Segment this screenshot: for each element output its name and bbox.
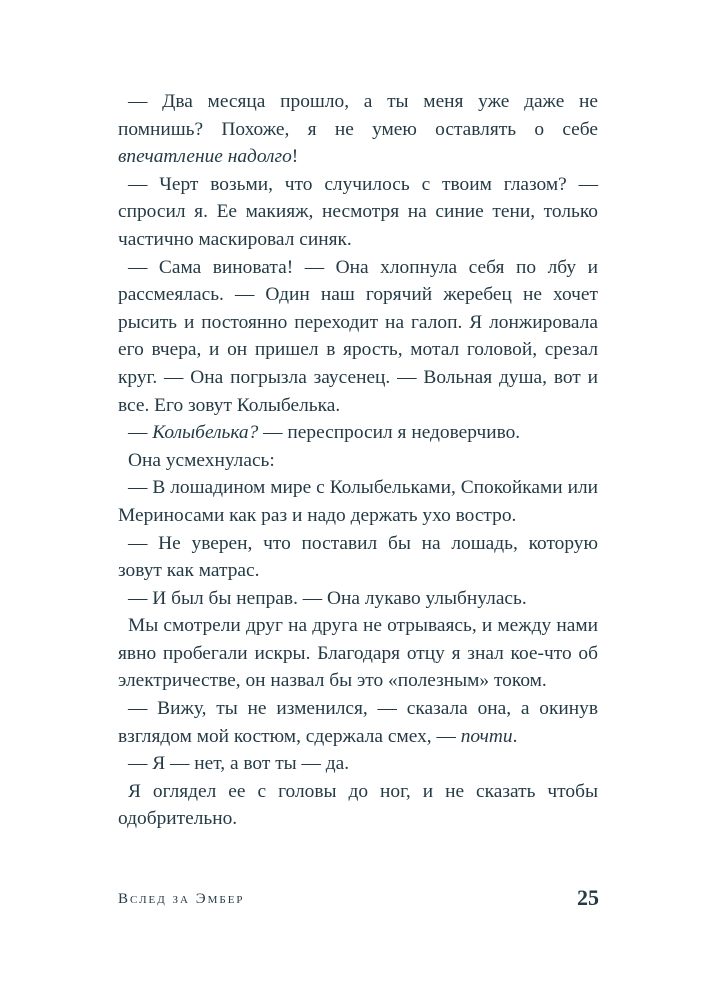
paragraph: — Колыбелька? — переспросил я недоверчиво. [128,422,521,444]
paragraph: — И был бы неправ. — Она лукаво улыбнулась. [128,587,527,609]
paragraph: Она усмехнулась: [128,449,275,471]
page-number: 25 [577,885,599,910]
paragraph: — Я — нет, а вот ты — да. [128,753,350,775]
body-text [118,88,598,833]
paragraph: Я оглядел ее с головы до ног, и не сказать чтобы одобрительно. [118,780,598,830]
running-footer-title: Вслед за Эмбер [118,891,245,907]
paragraph: Мы смотрели друг на друга не отрываясь, и между нами явно пробегали искры. Благодаря отцу я знал кое-что об электричестве, он назвал бы это «полезным» током. [118,615,598,692]
paragraph: — Сама виновата! — Она хлопнула себя по лбу и рассмеялась. — Один наш горячий жеребец не хочет рысить и постоянно переходит на галоп. Я лонжировала его вчера, и он пришел в ярость, мотал головой, срезал круг. — Она погрызла заусенец. — Вольная душа, вот и все. Его зовут Колыбелька. [118,256,598,416]
paragraph: — Вижу, ты не изменился, — сказала она, а окинув взглядом мой костюм, сдержала смех, — почти. [118,698,598,747]
paragraph: — Черт возьми, что случилось с твоим глазом? — спросил я. Ее макияж, несмотря на синие тени, только частично маскировал синяк. [118,173,598,250]
paragraph: — Два месяца прошло, а ты меня уже даже не помнишь? Похоже, я не умею оставлять о себе впечатление надолго! [118,91,598,168]
paragraph: — Не уверен, что поставил бы на лошадь, которую зовут как матрас. [118,532,598,582]
paragraph: — В лошадином мире с Колыбельками, Спокойками или Мериносами как раз и надо держать ухо востро. [118,477,598,526]
